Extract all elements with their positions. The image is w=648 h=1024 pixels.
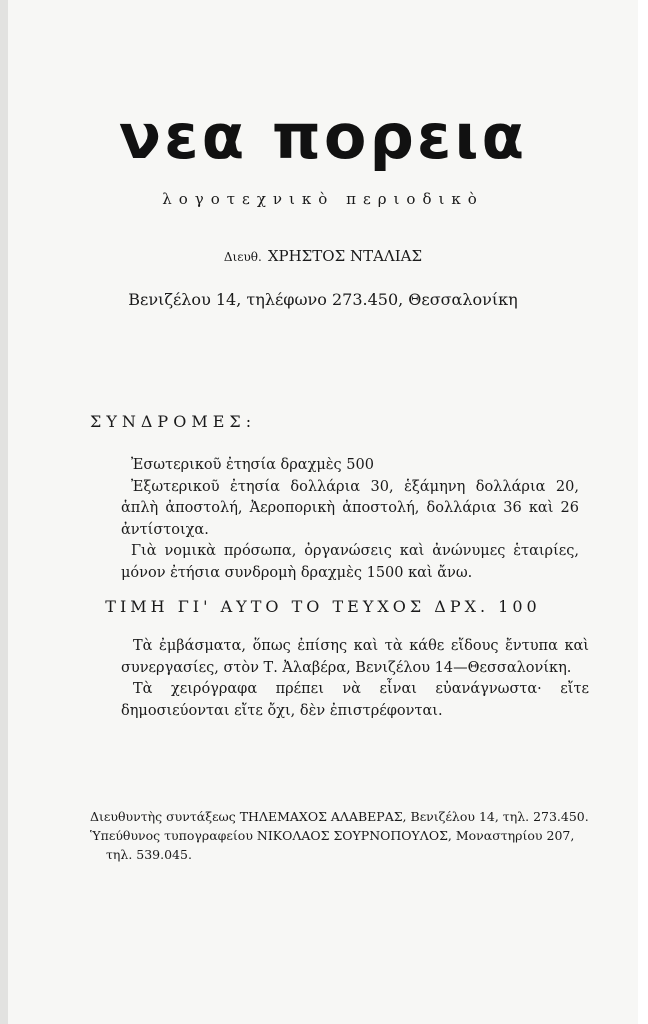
journal-masthead: νεα πορεια	[118, 100, 528, 173]
note-remittances: Τὰ ἐμβάσματα, ὅπως ἐπίσης καὶ τὰ κάθε εἴδους ἔντυπα καὶ συνεργασίες, στὸν Τ. Ἀλαβέρα, Βενιζέλου 14—Θεσσαλονίκη.	[121, 638, 589, 676]
subscriptions-heading: ΣΥΝΔΡΟΜΕΣ:	[90, 412, 257, 431]
director-name: ΧΡΗΣΤΟΣ ΝΤΑΛΙΑΣ	[267, 247, 423, 265]
subscriptions-body	[121, 455, 579, 584]
issue-price: ΤΙΜΗ ΓΙ' ΑΥΤΟ ΤΟ ΤΕΥΧΟΣ ΔΡΧ. 100	[105, 597, 541, 616]
scan-edge	[0, 0, 8, 1024]
notes-section	[121, 636, 589, 722]
footer-printer-phone: τηλ. 539.045.	[106, 847, 192, 862]
subscription-foreign: Ἐξωτερικοῦ ἐτησία δολλάρια 30, ἑξάμηνη δολλάρια 20, ἁπλὴ ἀποστολή, Ἀεροπορικὴ ἀποστολή, δολλάρια 36 καὶ 26 ἀντίστοιχα.	[121, 478, 579, 538]
footer-editor: Διευθυντὴς συντάξεως ΤΗΛΕΜΑΧΟΣ ΑΛΑΒΕΡΑΣ, Βενιζέλου 14, τηλ. 273.450.	[90, 809, 589, 824]
document-page	[8, 0, 638, 1024]
subscription-domestic: Ἐσωτερικοῦ ἐτησία δραχμὲς 500	[131, 457, 374, 473]
director-label: Διευθ.	[223, 250, 262, 264]
note-manuscripts: Τὰ χειρόγραφα πρέπει νὰ εἶναι εὐανάγνωστα· εἴτε δημοσιεύονται εἴτε ὄχι, δὲν ἐπιστρέφονται.	[121, 681, 589, 719]
journal-subtitle: λογοτεχνικὸ περιοδικὸ	[162, 190, 484, 208]
director-line	[8, 247, 638, 265]
footer-printer: Ὑπεύθυνος τυπογραφείου ΝΙΚΟΛΑΟΣ ΣΟΥΡΝΟΠΟΥΛΟΣ, Μοναστηρίου 207,	[90, 828, 575, 843]
footer-credits	[90, 807, 590, 864]
address-line: Βενιζέλου 14, τηλέφωνο 273.450, Θεσσαλονίκη	[128, 290, 518, 309]
subscription-legal-entities: Γιὰ νομικὰ πρόσωπα, ὀργανώσεις καὶ ἀνώνυμες ἑταιρίες, μόνον ἐτήσια συνδρομὴ δραχμὲς 1500 καὶ ἄνω.	[121, 543, 579, 581]
